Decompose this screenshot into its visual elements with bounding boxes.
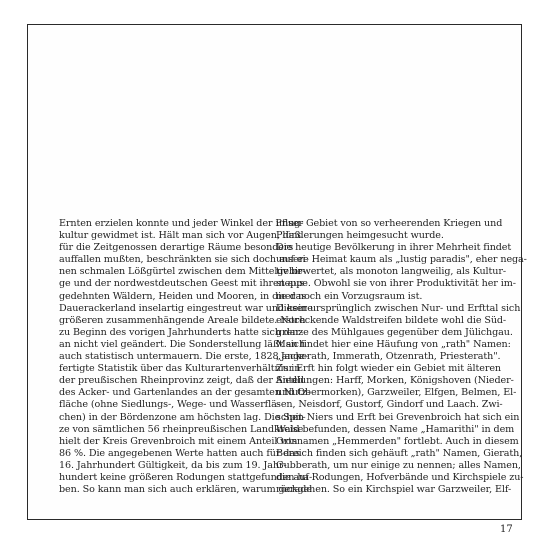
text-line: 86 %. Die angegebenen Werte hatten auch für das xyxy=(59,447,300,459)
text-line: Plünderungen heimgesucht wurde. xyxy=(276,230,444,242)
text-line: Ernten erzielen konnte und jeder Winkel der Pflug- xyxy=(59,218,304,229)
text-line: Dauerackerland inselartig eingestreut war und keine xyxy=(59,302,313,314)
text-line: Gubberath, um nur einige zu nennen; alles Namen, xyxy=(276,459,521,471)
text-line: erstreckende Waldstreifen bildete wohl die Süd- xyxy=(276,314,507,326)
text-line: kultur gewidmet ist. Hält man sich vor Augen, daß xyxy=(59,230,301,242)
text-line: Zur Erft hin folgt wieder ein Gebiet mit älteren xyxy=(276,363,501,375)
text-line: gedehnten Wäldern, Heiden und Mooren, in die das xyxy=(59,290,307,302)
text-line: Wald befunden, dessen Name „Hamarithi" in dem xyxy=(276,423,515,435)
text-line: tiv bewertet, als monoton langweilig, als Kultur- xyxy=(276,266,506,278)
text-line: größeren zusammenhängende Areale bildete. Noch xyxy=(59,314,306,326)
text-line: zu Beginn des vorigen Jahrhunderts hatte sich dar- xyxy=(59,326,304,338)
text-line: die auf Rodungen, Hofverbände und Kirchspiele zu- xyxy=(276,471,524,483)
text-line: und Obermorken), Garzweiler, Elfgen, Belmen, El- xyxy=(276,387,517,399)
text-line: „Jackerath, Immerath, Otzenrath, Priesterath". xyxy=(276,351,501,363)
left-text-column xyxy=(59,218,313,496)
text-line: steppe. Obwohl sie von ihrer Produktivität her im- xyxy=(276,278,516,290)
text-line: schen Niers und Erft bei Grevenbroich hat sich ein xyxy=(276,411,520,423)
text-line: Ortsnamen „Hemmerden" fortlebt. Auch in diesem xyxy=(276,435,519,447)
right-text-column xyxy=(276,218,527,496)
text-line: mer noch ein Vorzugsraum ist. xyxy=(276,290,423,302)
text-line: rückgehen. So ein Kirchspiel war Garzweiler, Elf- xyxy=(276,484,512,496)
text-line: ze von sämtlichen 56 rheinpreußischen Landkreise xyxy=(59,423,304,435)
text-line: auch statistisch untermauern. Die erste, 1828 ange- xyxy=(59,351,308,363)
text-line: Dieser ursprünglich zwischen Nur- und Erfttal sich xyxy=(276,302,521,314)
text-line: chen) in der Bördenzone am höchsten lag. Die Spit- xyxy=(59,411,306,423)
text-line: auffallen mußten, beschränkten sie sich doch auf ei- xyxy=(59,254,309,266)
text-line: Die heutige Bevölkerung in ihrer Mehrheit findet xyxy=(276,242,512,254)
text-line: hundert keine größeren Rodungen stattgefunden ha- xyxy=(59,471,313,483)
text-line: grenze des Mühlgaues gegenüber dem Jülichgau. xyxy=(276,326,513,338)
text-line: Siedlungen: Harff, Morken, Königshoven (Nieder- xyxy=(276,375,514,387)
text-line: unser Gebiet von so verheerenden Kriegen und xyxy=(276,218,503,229)
text-line: ge und der nordwestdeutschen Geest mit ihren aus- xyxy=(59,278,308,290)
text-line: Bereich finden sich gehäuft „rath" Namen, Gierath, xyxy=(276,447,523,459)
text-line: ben. So kann man sich auch erklären, warum gerade xyxy=(59,484,312,496)
text-line: für die Zeitgenossen derartige Räume besonders xyxy=(59,242,294,254)
text-line: des Acker- und Gartenlandes an der gesamten Nutz- xyxy=(59,387,310,399)
text-line: fläche (ohne Siedlungs-, Wege- und Wasserflä- xyxy=(59,399,280,411)
text-line: unsere Heimat kaum als „lustig paradis", eher nega- xyxy=(276,254,527,266)
page-number: 17 xyxy=(500,524,513,535)
text-line: Man findet hier eine Häufung von „rath" Namen: xyxy=(276,338,511,350)
text-line: 16. Jahrhundert Gültigkeit, da bis zum 19. Jahr- xyxy=(59,459,287,471)
text-line: fertigte Statistik über das Kulturartenverhältnis in xyxy=(59,363,301,375)
text-line: sen, Neisdorf, Gustorf, Gindorf und Laach. Zwi- xyxy=(276,399,503,411)
text-line: hielt der Kreis Grevenbroich mit einem Anteil von xyxy=(59,435,298,447)
text-line: der preußischen Rheinprovinz zeigt, daß der Anteil xyxy=(59,375,304,387)
text-line: nen schmalen Lößgürtel zwischen dem Mittelgebir- xyxy=(59,266,306,278)
text-line: an nicht viel geändert. Die Sonderstellung läßt sich xyxy=(59,338,306,350)
